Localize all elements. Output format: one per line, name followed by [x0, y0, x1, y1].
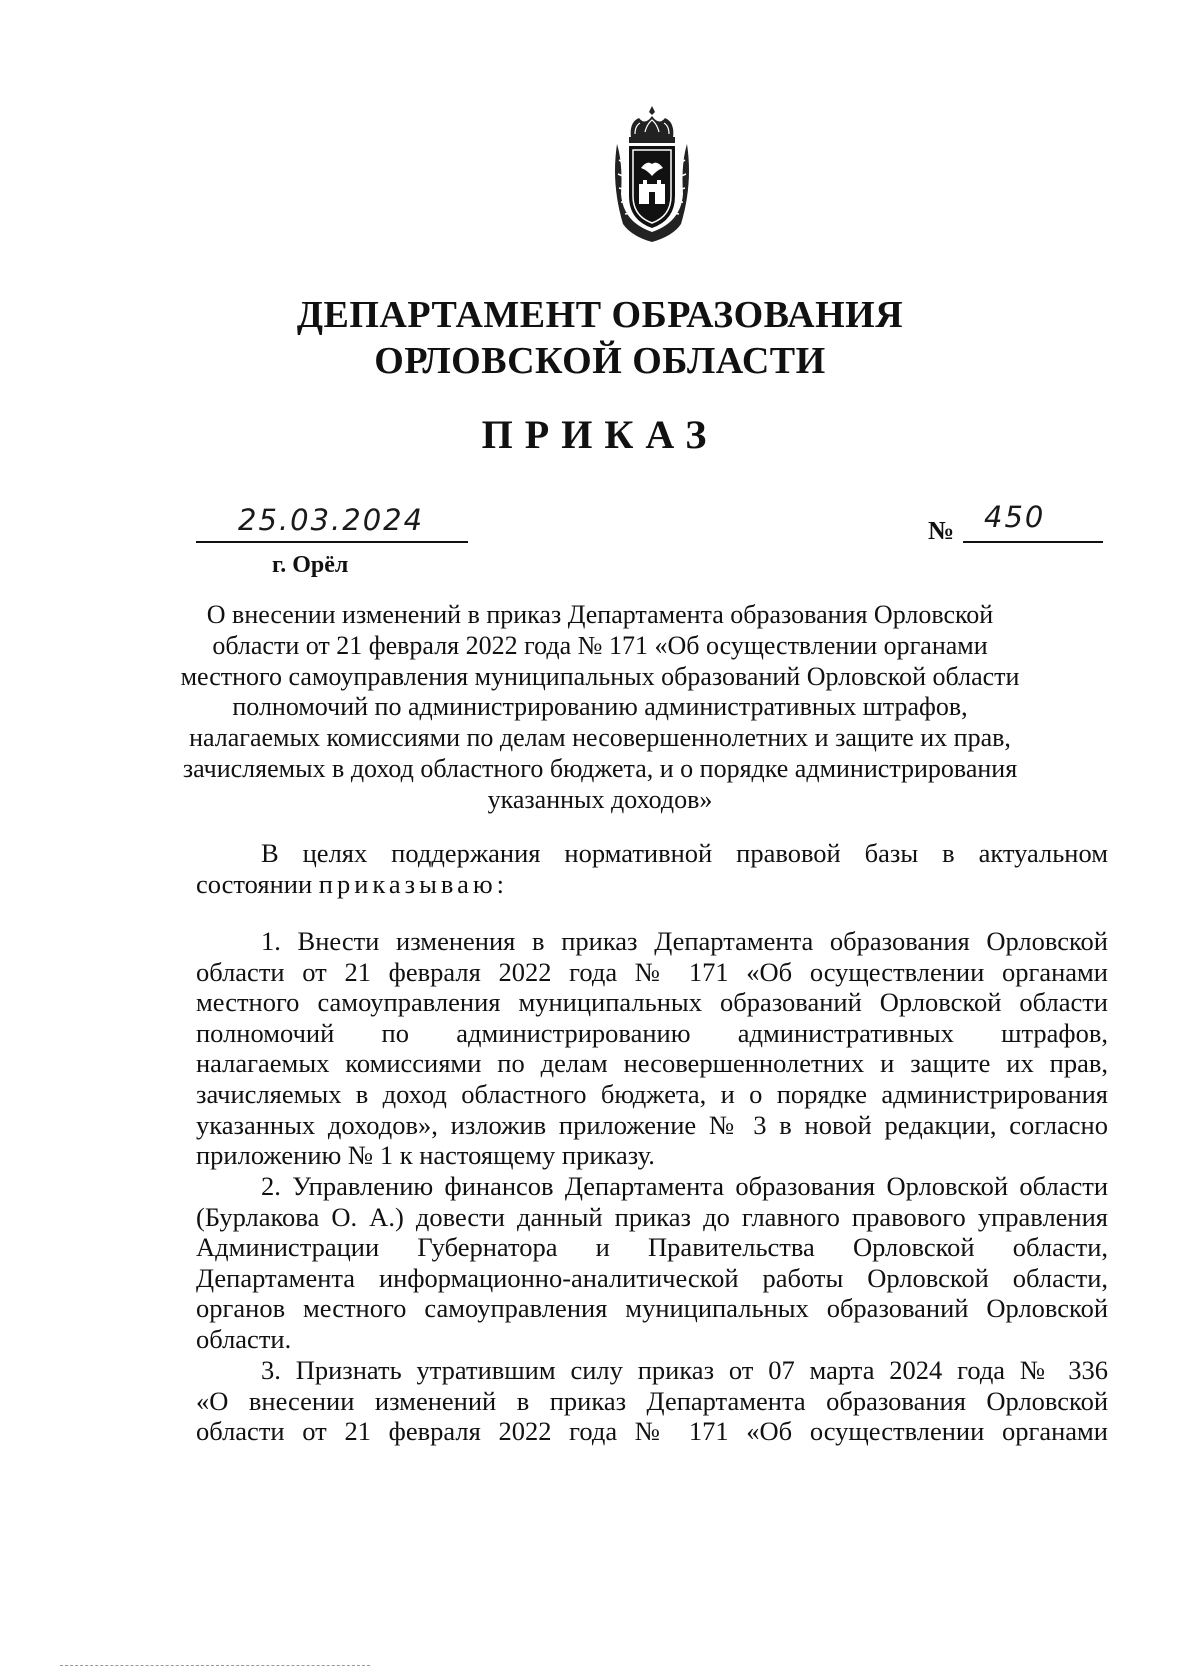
body-line: 1. Внести изменения в приказ Департамента образования Орловской — [261, 926, 1108, 956]
document-type-title: ПРИКАЗ — [481, 412, 719, 457]
handwritten-order-number: 450 — [984, 500, 1046, 534]
body-line: приложению № 1 к настоящему приказу. — [196, 1140, 655, 1171]
body-line — [196, 869, 1108, 900]
footer-rule — [60, 1665, 370, 1666]
item-2-paragraph — [196, 1171, 1108, 1355]
subject-line: зачисляемых в доход областного бюджета, и о порядке администрирования — [182, 753, 1018, 783]
body-line: В целях поддержания нормативной правовой базы в актуальном — [261, 838, 1108, 868]
number-underline — [963, 541, 1103, 543]
order-subject — [150, 600, 1050, 816]
body-line: 2. Управлению финансов Департамента образования Орловской области — [261, 1171, 1108, 1201]
subject-line: местного самоуправления муниципальных образований Орловской области — [180, 661, 1020, 691]
body-line: Администрации Губернатора и Правительства Орловской области, — [196, 1232, 1108, 1263]
date-underline — [196, 541, 468, 543]
body-line: (Бурлакова О. А.) довести данный приказ до главного правового управления — [196, 1201, 1108, 1232]
item-1-paragraph — [196, 926, 1108, 1171]
body-line: налагаемых комиссиями по делам несовершеннолетних и защите их прав, — [196, 1048, 1108, 1079]
body-line: органов местного самоуправления муниципальных образований Орловской — [196, 1293, 1108, 1324]
body-line: области от 21 февраля 2022 года № 171 «Об осуществлении органами — [196, 1416, 1108, 1447]
subject-line: налагаемых комиссиями по делам несовершеннолетних и защите их прав, — [189, 723, 1011, 753]
preamble-start: состоянии — [196, 868, 313, 899]
subject-line: О внесении изменений в приказ Департамента образования Орловской — [206, 600, 994, 629]
preamble-spaced-word: приказываю: — [318, 868, 508, 899]
coat-of-arms-emblem — [609, 104, 695, 244]
city-name: г. Орёл — [272, 552, 349, 578]
body-line: зачисляемых в доход областного бюджета, и о порядке администрирования — [196, 1078, 1108, 1109]
body-line: полномочий по администрированию административных штрафов, — [196, 1017, 1108, 1048]
body-line: области от 21 февраля 2022 года № 171 «Об осуществлении органами — [196, 956, 1108, 987]
preamble-paragraph — [196, 838, 1108, 899]
subject-line: области от 21 февраля 2022 года № 171 «Об осуществлении органами — [212, 630, 988, 660]
item-3-paragraph — [196, 1355, 1108, 1447]
handwritten-date: 25.03.2024 — [238, 503, 425, 537]
body-line: указанных доходов», изложив приложение № 3 в новой редакции, согласно — [196, 1109, 1108, 1140]
body-line: местного самоуправления муниципальных образований Орловской области — [196, 987, 1108, 1018]
organization-name-line2: ОРЛОВСКОЙ ОБЛАСТИ — [374, 340, 826, 382]
body-line: «О внесении изменений в приказ Департамента образования Орловской — [196, 1385, 1108, 1416]
organization-name-line1: ДЕПАРТАМЕНТ ОБРАЗОВАНИЯ — [296, 294, 904, 336]
number-sign: № — [928, 516, 955, 545]
body-line: 3. Признать утратившим силу приказ от 07 марта 2024 года № 336 — [261, 1355, 1108, 1385]
body-line: области. — [196, 1323, 292, 1354]
subject-line: указанных доходов» — [487, 784, 713, 814]
body-line: Департамента информационно-аналитической работы Орловской области, — [196, 1262, 1108, 1293]
subject-line: полномочий по администрированию административных штрафов, — [232, 692, 968, 722]
